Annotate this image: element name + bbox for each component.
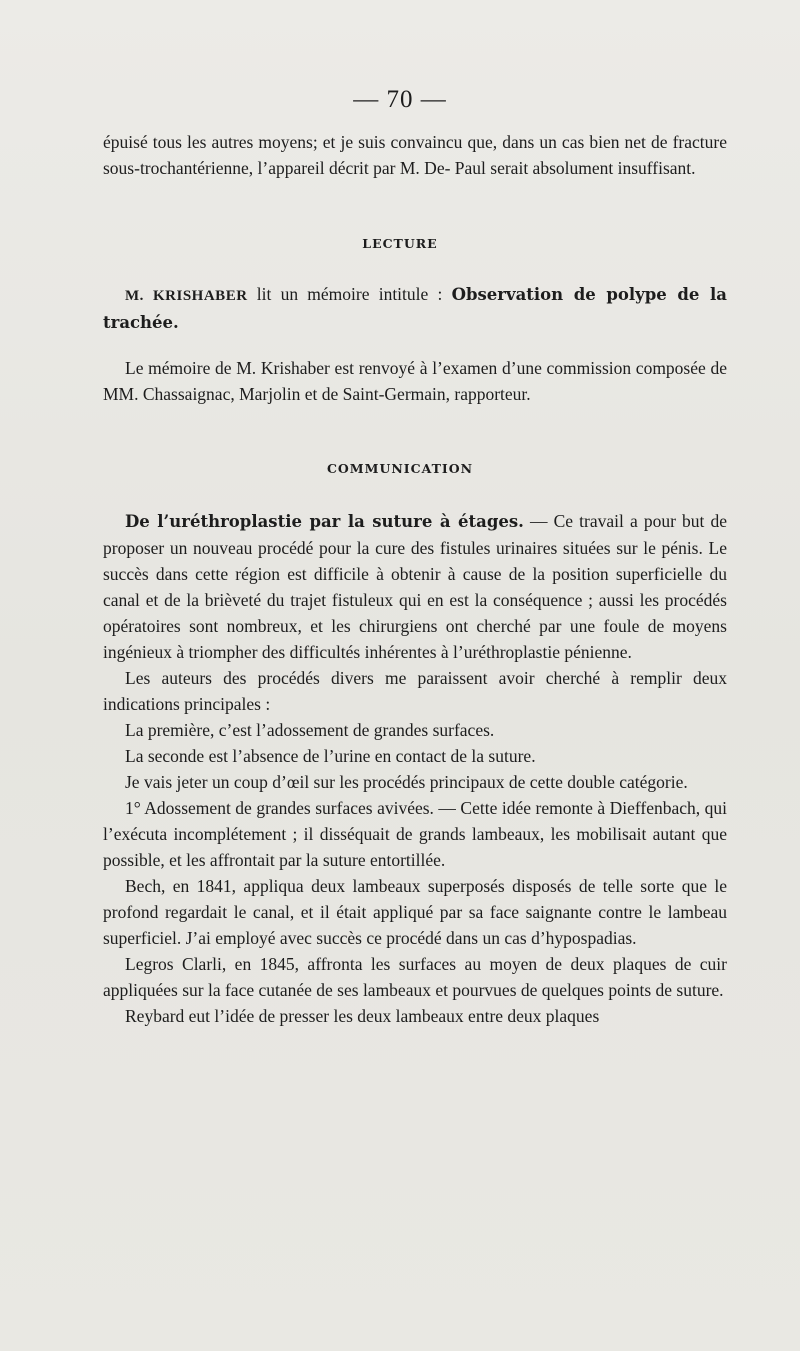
communication-paragraph-8: Legros Clarli, en 1845, affronta les surfaces au moyen de deux plaques de cuir appliquées sur la face cutanée de ses lambeaux et pourvues de quelques points de suture.: [103, 954, 727, 1000]
communication-title: De l’uréthroplastie par la suture à étages.: [125, 512, 524, 531]
lecture-title: Observation de polype de la trachée.: [103, 285, 727, 332]
lecture-paragraph-text: Le mémoire de M. Krishaber est renvoyé à l’examen d’une commission composée de MM. Chassaignac, Marjolin et de Saint-Germain, rapporteur.: [103, 358, 727, 404]
communication-paragraph-1: — Ce travail a pour but de proposer un nouveau procédé pour la cure des fistules urinaires situées sur le pénis. Le succès dans cette région est difficile à obtenir à cause de la position superficielle du canal et de la brièveté du trajet fistuleux qui en est la conséquence ; aussi les procédés opératoires sont nombreux, et les chirurgiens ont cherché par une foule de moyens ingénieux à triompher des difficultés inhérentes à l’uréthroplastie pénienne.: [103, 511, 727, 662]
lecture-heading: LECTURE: [362, 236, 438, 251]
lecture-lead: lit un mémoire intitule :: [247, 284, 452, 304]
communication-paragraph-7: Bech, en 1841, appliqua deux lambeaux superposés disposés de telle sorte que le profond regardait le canal, et il était appliqué par sa face saignante contre le lambeau superficiel. J’ai employé avec succès ce procédé dans un cas d’hypospadias.: [103, 876, 727, 948]
page-number: — 70 —: [353, 86, 447, 113]
intro-text: épuisé tous les autres moyens; et je suis convaincu que, dans un cas bien net de fracture sous-trochantérienne, l’appareil décrit par M. De- Paul serait absolument insuffisant.: [103, 132, 727, 178]
lecture-paragraph: [103, 355, 727, 407]
intro-paragraph: [103, 129, 727, 181]
communication-paragraph-4: La seconde est l’absence de l’urine en contact de la suture.: [125, 746, 536, 766]
communication-paragraph-9: Reybard eut l’idée de presser les deux lambeaux entre deux plaques: [125, 1006, 600, 1026]
communication-paragraph-2: Les auteurs des procédés divers me paraissent avoir cherché à remplir deux indications principales :: [103, 668, 727, 714]
communication-paragraph-6: 1° Adossement de grandes surfaces avivées. — Cette idée remonte à Dieffenbach, qui l’exécuta incomplétement ; il disséquait de grands lambeaux, les mobilisait autant que possible, et les affrontait par la suture entortillée.: [103, 798, 727, 870]
communication-paragraph-3: La première, c’est l’adossement de grandes surfaces.: [125, 720, 495, 740]
lecture-entry: [103, 281, 727, 336]
communication-paragraph: [103, 508, 727, 665]
communication-paragraph-5: Je vais jeter un coup d’œil sur les procédés principaux de cette double catégorie.: [125, 772, 688, 792]
communication-body: [103, 508, 727, 1029]
lecture-author: M. KRISHABER: [125, 288, 248, 304]
communication-heading: COMMUNICATION: [326, 461, 474, 476]
